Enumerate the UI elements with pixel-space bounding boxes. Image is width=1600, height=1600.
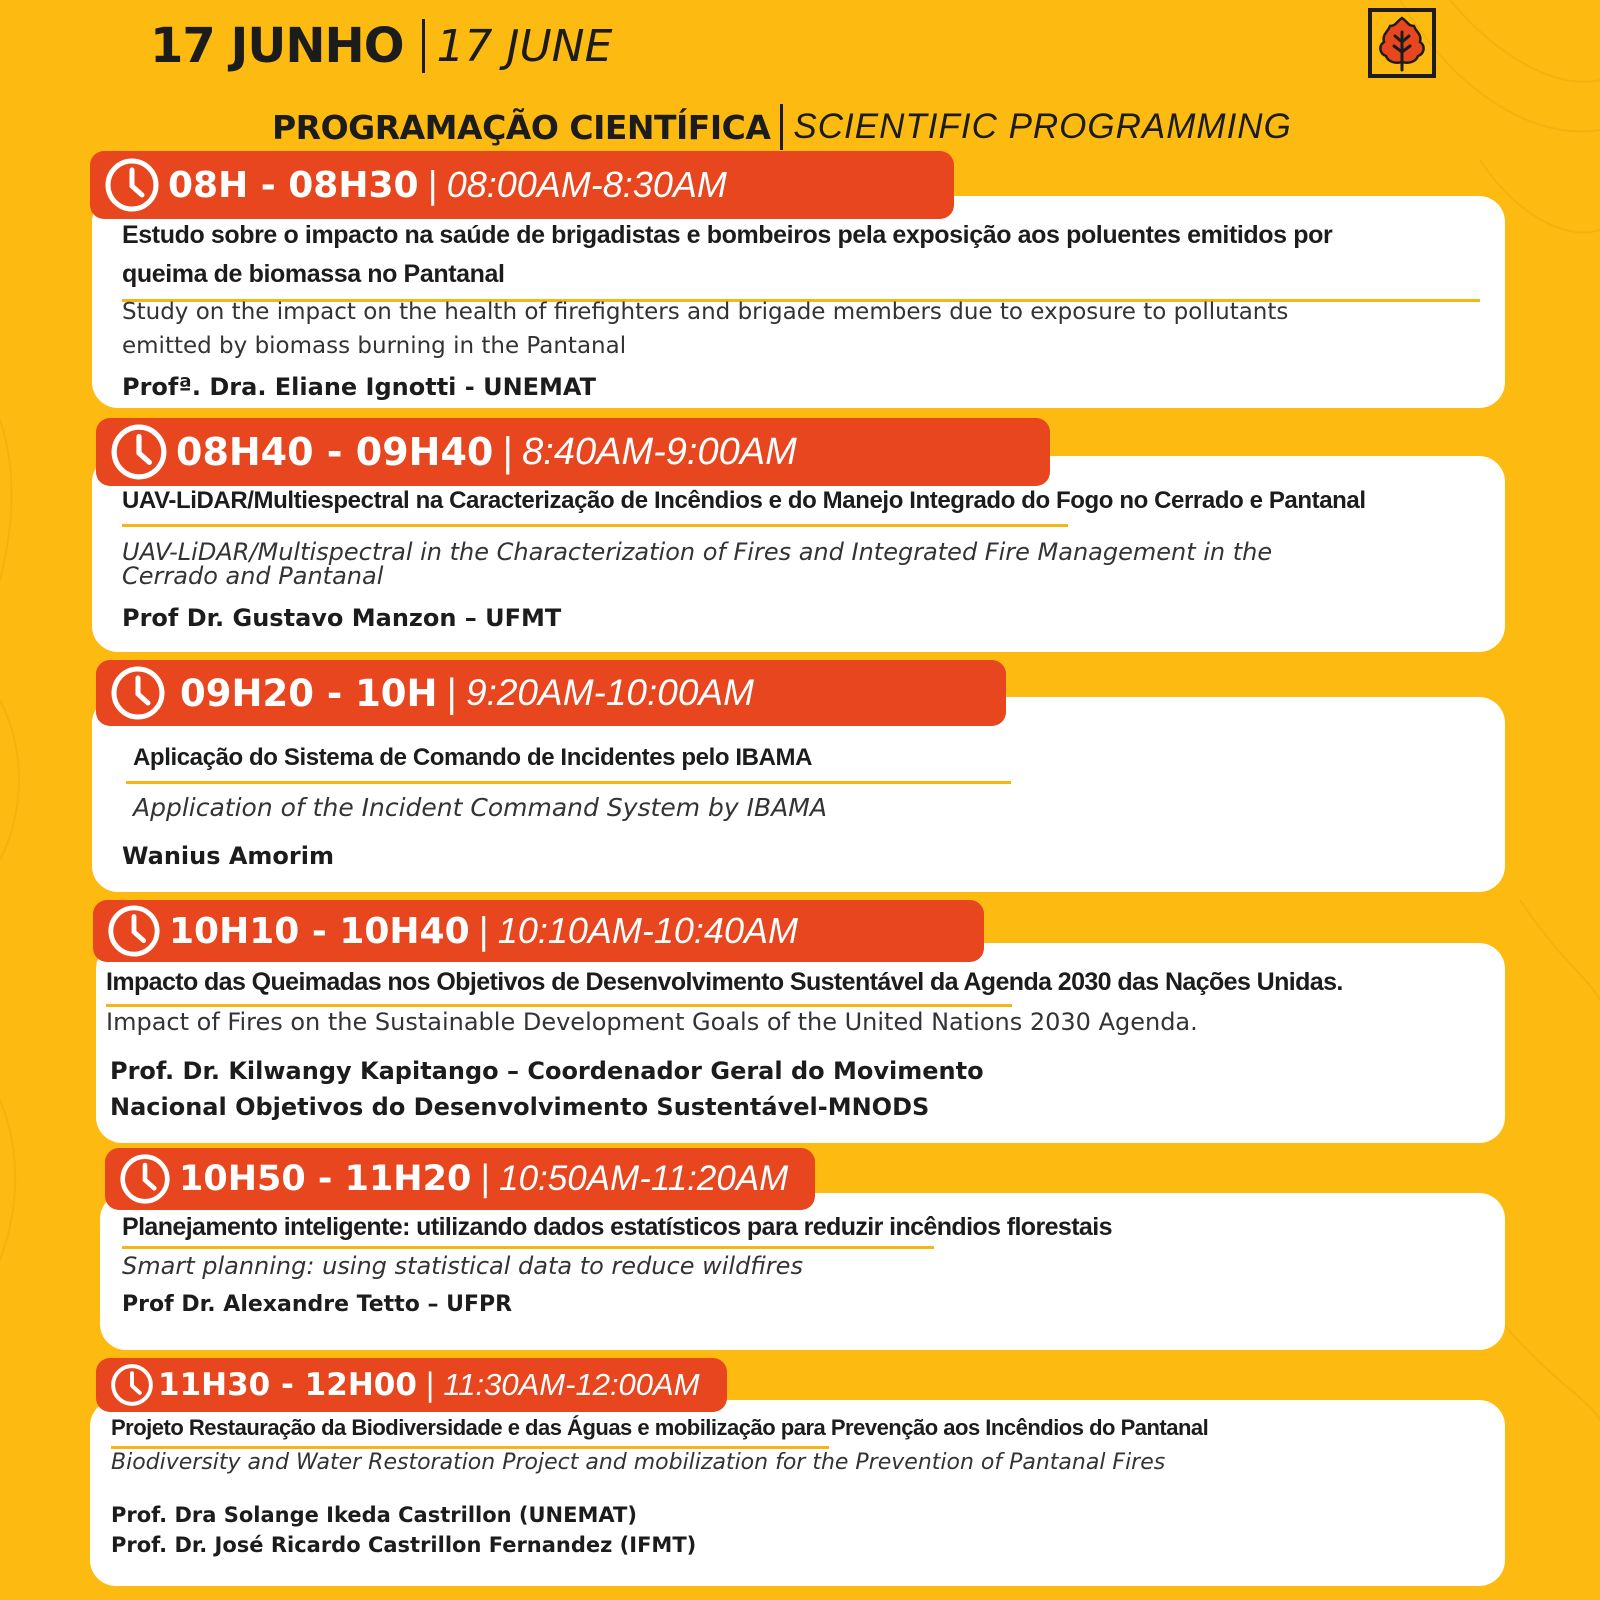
session-title-en: UAV-LiDAR/Multispectral in the Characterization of Fires and Integrated Fire Management in the xyxy=(122,538,1273,566)
session-speaker-continued: Nacional Objetivos do Desenvolvimento Sustentável-MNODS xyxy=(110,1093,930,1121)
date-heading xyxy=(150,14,612,78)
clock-icon xyxy=(107,904,161,958)
clock-icon xyxy=(119,1153,171,1205)
session-time-badge xyxy=(96,1358,727,1412)
clock-icon xyxy=(110,1363,154,1407)
session-title-pt: UAV-LiDAR/Multiespectral na Caracterização de Incêndios e do Manejo Integrado do Fogo no Cerrado e Pantanal xyxy=(122,487,1366,514)
session-title-en: Biodiversity and Water Restoration Project and mobilization for the Prevention of Pantanal Fires xyxy=(111,1450,1166,1475)
session-title-en: Application of the Incident Command System by IBAMA xyxy=(133,793,827,822)
time-pt: 09H20 - 10H xyxy=(180,671,438,715)
session-speaker: Wanius Amorim xyxy=(122,842,334,870)
time-pt: 10H50 - 11H20 xyxy=(179,1159,472,1199)
time-pt: 08H - 08H30 xyxy=(168,164,419,206)
session-title-en: Impact of Fires on the Sustainable Development Goals of the United Nations 2030 Agenda. xyxy=(106,1008,1198,1036)
time-en: 11:30AM-12:00AM xyxy=(443,1367,700,1402)
session-time-badge xyxy=(96,418,1050,486)
session-title-en-continued: emitted by biomass burning in the Pantanal xyxy=(122,333,627,359)
session-speaker: Prof. Dra Solange Ikeda Castrillon (UNEMAT) xyxy=(111,1503,637,1527)
time-en: 10:10AM-10:40AM xyxy=(497,910,798,951)
clock-icon xyxy=(104,157,160,213)
title-underline xyxy=(106,1004,1012,1007)
date-pt: 17 JUNHO xyxy=(150,18,404,74)
divider: | xyxy=(501,430,515,474)
clock-icon xyxy=(110,423,168,481)
date-en: 17 JUNE xyxy=(436,20,613,72)
time-pt: 10H10 - 10H40 xyxy=(169,910,470,952)
time-en: 10:50AM-11:20AM xyxy=(499,1159,789,1198)
divider: | xyxy=(477,910,490,952)
session-title-pt: Aplicação do Sistema de Comando de Incidentes pelo IBAMA xyxy=(133,744,813,771)
time-en: 9:20AM-10:00AM xyxy=(466,672,754,713)
program-pt: PROGRAMAÇÃO CIENTÍFICA xyxy=(272,107,771,147)
program-en: SCIENTIFIC PROGRAMMING xyxy=(793,107,1292,146)
session-speaker: Prof. Dr. Kilwangy Kapitango – Coordenador Geral do Movimento xyxy=(110,1057,984,1085)
time-en: 08:00AM-8:30AM xyxy=(446,164,727,205)
session-title-en: Study on the impact on the health of firefighters and brigade members due to exposure to pollutants xyxy=(122,299,1289,325)
time-en: 8:40AM-9:00AM xyxy=(522,430,797,473)
divider xyxy=(422,19,425,73)
session-title-pt: Projeto Restauração da Biodiversidade e das Águas e mobilização para Prevenção aos Incêndios do Pantanal xyxy=(111,1415,1209,1440)
divider xyxy=(780,104,783,150)
session-title-pt: Planejamento inteligente: utilizando dados estatísticos para reduzir incêndios florestais xyxy=(122,1213,1112,1241)
session-time-badge xyxy=(96,660,1006,726)
session-speaker: Prof Dr. Alexandre Tetto – UFPR xyxy=(122,1292,513,1317)
divider: | xyxy=(445,671,458,715)
session-speaker-continued: Prof. Dr. José Ricardo Castrillon Fernandez (IFMT) xyxy=(111,1533,697,1557)
session-title-en-continued: Cerrado and Pantanal xyxy=(122,562,384,590)
divider: | xyxy=(479,1159,492,1199)
title-underline xyxy=(122,1246,934,1249)
session-title-en: Smart planning: using statistical data to reduce wildfires xyxy=(122,1252,803,1280)
clock-icon xyxy=(110,665,166,721)
session-time-badge xyxy=(105,1148,815,1210)
session-speaker: Prof Dr. Gustavo Manzon – UFMT xyxy=(122,604,562,632)
title-underline xyxy=(126,781,1011,784)
session-title-pt: Impacto das Queimadas nos Objetivos de Desenvolvimento Sustentável da Agenda 2030 das Nações Unidas. xyxy=(106,968,1343,996)
title-underline xyxy=(111,1446,829,1449)
session-title-pt: Estudo sobre o impacto na saúde de brigadistas e bombeiros pela exposição aos poluentes emitidos por xyxy=(122,221,1333,249)
session-title-pt-continued: queima de biomassa no Pantanal xyxy=(122,260,505,288)
session-time-badge xyxy=(93,900,984,962)
time-pt: 08H40 - 09H40 xyxy=(176,430,494,474)
title-underline xyxy=(122,524,1068,527)
fire-leaf-logo-icon xyxy=(1368,8,1436,78)
time-pt: 11H30 - 12H00 xyxy=(158,1367,417,1403)
divider: | xyxy=(424,1367,436,1403)
session-time-badge xyxy=(90,151,954,219)
program-heading xyxy=(272,103,1292,151)
divider: | xyxy=(426,164,439,206)
session-speaker: Profª. Dra. Eliane Ignotti - UNEMAT xyxy=(122,373,597,401)
